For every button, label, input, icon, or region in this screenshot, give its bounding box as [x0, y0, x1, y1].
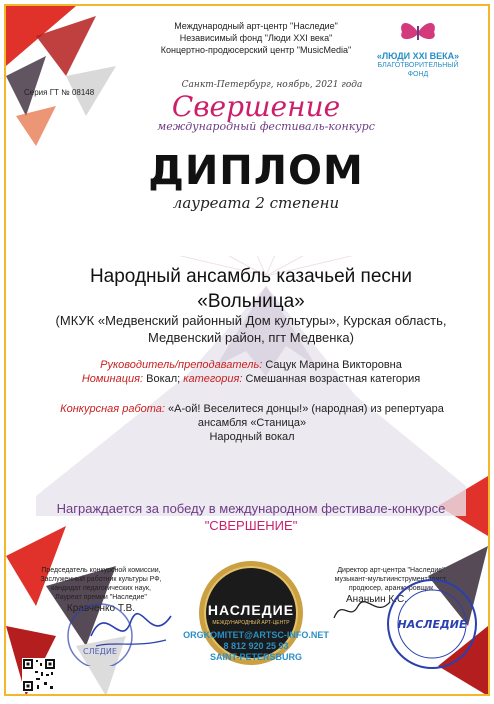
- leader-value: Сацук Марина Викторовна: [265, 359, 402, 371]
- work-line: Народный вокал: [209, 431, 295, 443]
- chair-title-line: Лауреат премии "Наследие": [55, 594, 147, 601]
- fund-subtitle: ФОНД: [407, 71, 429, 78]
- seal-subtitle: МЕЖДУНАРОДНЫЙ АРТ-ЦЕНТР: [212, 620, 290, 626]
- organizer-line: Концертно-продюсерский центр "MusicMedia": [160, 45, 352, 55]
- series-number: Серия ГТ № 08148: [24, 88, 95, 97]
- work-line: ансамбля «Станица»: [197, 417, 307, 429]
- director-title-line: Директор арт-центра "Наследие": [337, 567, 445, 574]
- award-text: [46, 500, 456, 534]
- recipient-line: «Вольница»: [197, 291, 305, 312]
- decor-triangles-top-left: [6, 6, 126, 146]
- category-value: Смешанная возрастная категория: [245, 373, 421, 385]
- nomination-label: Номинация:: [81, 373, 144, 385]
- work-value: «А-ой! Веселитеся донцы!» (народная) из репертуара: [168, 403, 444, 415]
- affiliation-line: (МКУК «Медвенский районный Дом культуры», Курская область,: [55, 313, 447, 328]
- info-block: [36, 358, 466, 386]
- contact-phone: 8 812 920 25 93: [223, 641, 289, 651]
- chair-name: Кравченко Т.В.: [66, 603, 136, 614]
- fund-subtitle: БЛАГОТВОРИТЕЛЬНЫЙ: [377, 62, 459, 69]
- recipient-name: [36, 264, 466, 314]
- chair-title-line: Председатель конкурсной комиссии,: [41, 567, 161, 574]
- work-block: [42, 402, 462, 444]
- work-row: [42, 402, 462, 416]
- director-title-line: продюсер, аранжировщик: [348, 585, 434, 592]
- director-name: Ананьин К.С.: [346, 594, 407, 605]
- contacts-block: [166, 630, 346, 663]
- festival-subtitle: международный фестиваль-конкурс: [157, 120, 375, 133]
- svg-text:СЛЕДИЕ: СЛЕДИЕ: [83, 647, 117, 656]
- recipient-line: Народный ансамбль казачьей песни: [89, 266, 413, 287]
- butterfly-icon: [398, 18, 438, 44]
- nomination-value: Вокал;: [146, 373, 181, 385]
- category-label: категория:: [183, 373, 243, 385]
- nomination-row: [36, 372, 466, 386]
- organizers-block: [126, 20, 386, 56]
- diploma-title: ДИПЛОМ: [148, 148, 364, 194]
- affiliation-line: Медвенский район, пгт Медвенка): [148, 330, 354, 345]
- fund-logo: [358, 18, 478, 79]
- organizer-line: Международный арт-центр "Наследие": [174, 21, 338, 31]
- chair-title-line: Заслуженный работник культуры РФ,: [40, 576, 162, 583]
- director-title-line: музыкант-мультиинструменталист,: [334, 576, 448, 583]
- city-date: Санкт-Петербург, ноябрь, 2021 года: [181, 80, 363, 90]
- seal-brand: НАСЛЕДИЕ: [207, 602, 295, 618]
- chair-title-line: кандидат педагогических наук,: [51, 585, 151, 592]
- recipient-affiliation: [36, 312, 466, 346]
- laureate-degree: лауреата 2 степени: [172, 194, 340, 212]
- leader-label: Руководитель/преподаватель:: [100, 359, 263, 371]
- diploma-page: [4, 4, 490, 696]
- director-signature-icon: [332, 588, 392, 628]
- fund-title: «ЛЮДИ XXI ВЕКА»: [376, 51, 460, 61]
- organizer-line: Независимый фонд "Люди XXI века": [179, 33, 333, 43]
- contact-email[interactable]: ORGKOMITET@ARTSC-INFO.NET: [183, 630, 329, 640]
- contact-city: SAINT-PETERSBURG: [209, 652, 302, 662]
- work-label: Конкурсная работа:: [60, 403, 165, 415]
- qr-code-icon[interactable]: [22, 658, 56, 692]
- svg-text:НАСЛЕДИЕ: НАСЛЕДИЕ: [397, 618, 467, 631]
- leader-row: [36, 358, 466, 372]
- festival-name: Свершение: [171, 90, 341, 123]
- stamp-icon: [384, 576, 480, 672]
- award-line: Награждается за победу в международном фестивале-конкурсе: [56, 501, 446, 516]
- award-festival-name: "СВЕРШЕНИЕ": [204, 518, 298, 533]
- left-stamp-icon: [50, 596, 140, 666]
